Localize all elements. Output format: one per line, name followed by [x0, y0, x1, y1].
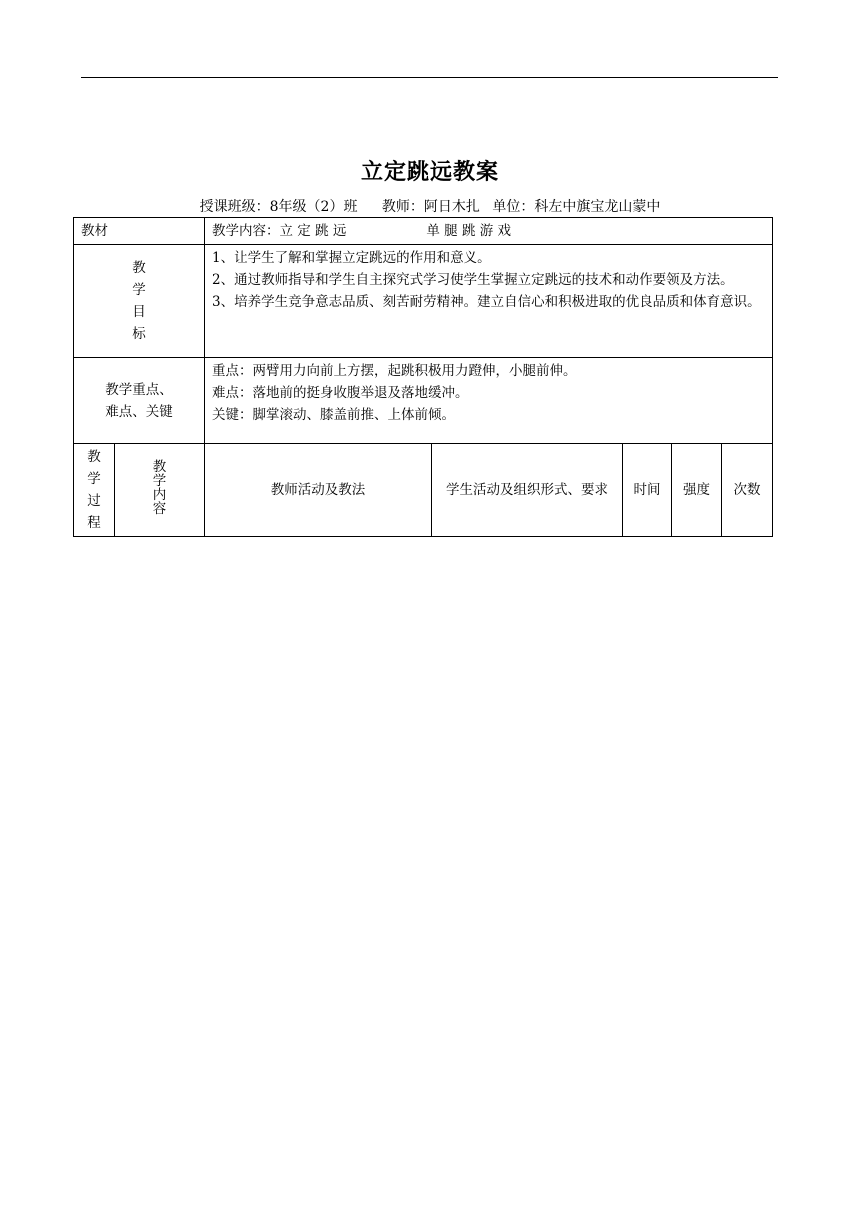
column-header: 学生活动及组织形式、要求 — [432, 444, 623, 537]
class-info: 授课班级：8年级（2）班 — [199, 199, 358, 215]
keys-content — [205, 358, 773, 444]
process-sub-label — [115, 444, 205, 537]
goal-item: 3、培养学生竞争意志品质、刻苦耐劳精神。建立自信心和积极进取的优良品质和体育意识。 — [212, 294, 761, 310]
content-extra: 单 腿 跳 游 戏 — [426, 223, 512, 239]
row-process — [74, 444, 773, 537]
column-header: 教师活动及教法 — [205, 444, 432, 537]
row-material — [74, 218, 773, 245]
column-header: 次数 — [722, 444, 773, 537]
key-item: 重点：两臂用力向前上方摆，起跳积极用力蹬伸，小腿前伸。 — [212, 363, 577, 379]
column-header: 时间 — [623, 444, 672, 537]
goals-label — [74, 245, 205, 358]
document-title: 立定跳远教案 — [360, 159, 499, 185]
goal-item: 2、通过教师指导和学生自主探究式学习使学生掌握立定跳远的技术和动作要领及方法。 — [212, 272, 734, 288]
goals-label-text: 教学目标 — [132, 260, 146, 342]
material-content — [205, 218, 773, 245]
material-label: 教材 — [74, 218, 205, 245]
process-label — [74, 444, 115, 537]
column-header: 强度 — [672, 444, 722, 537]
lesson-info — [0, 196, 860, 216]
content-label: 教学内容： — [212, 223, 280, 239]
teacher-info: 教师：阿日木扎 — [381, 199, 480, 215]
keys-label — [74, 358, 205, 444]
key-item: 关键：脚掌滚动、膝盖前推、上体前倾。 — [212, 407, 455, 423]
header-rule — [81, 77, 778, 78]
keys-label-line: 教学重点、 — [105, 381, 173, 398]
goals-content — [205, 245, 773, 358]
unit-info: 单位：科左中旗宝龙山蒙中 — [492, 199, 661, 215]
key-item: 难点：落地前的挺身收腹举退及落地缓冲。 — [212, 385, 469, 401]
content-main: 立 定 跳 远 — [279, 223, 347, 239]
goal-item: 1、让学生了解和掌握立定跳远的作用和意义。 — [212, 250, 491, 266]
row-goals — [74, 245, 773, 358]
process-sub-label-text: 教学内容 — [152, 459, 167, 517]
keys-label-line: 难点、关键 — [105, 403, 173, 420]
row-keys — [74, 358, 773, 444]
lesson-plan-table — [73, 217, 773, 537]
process-label-text: 教学过程 — [87, 449, 101, 531]
